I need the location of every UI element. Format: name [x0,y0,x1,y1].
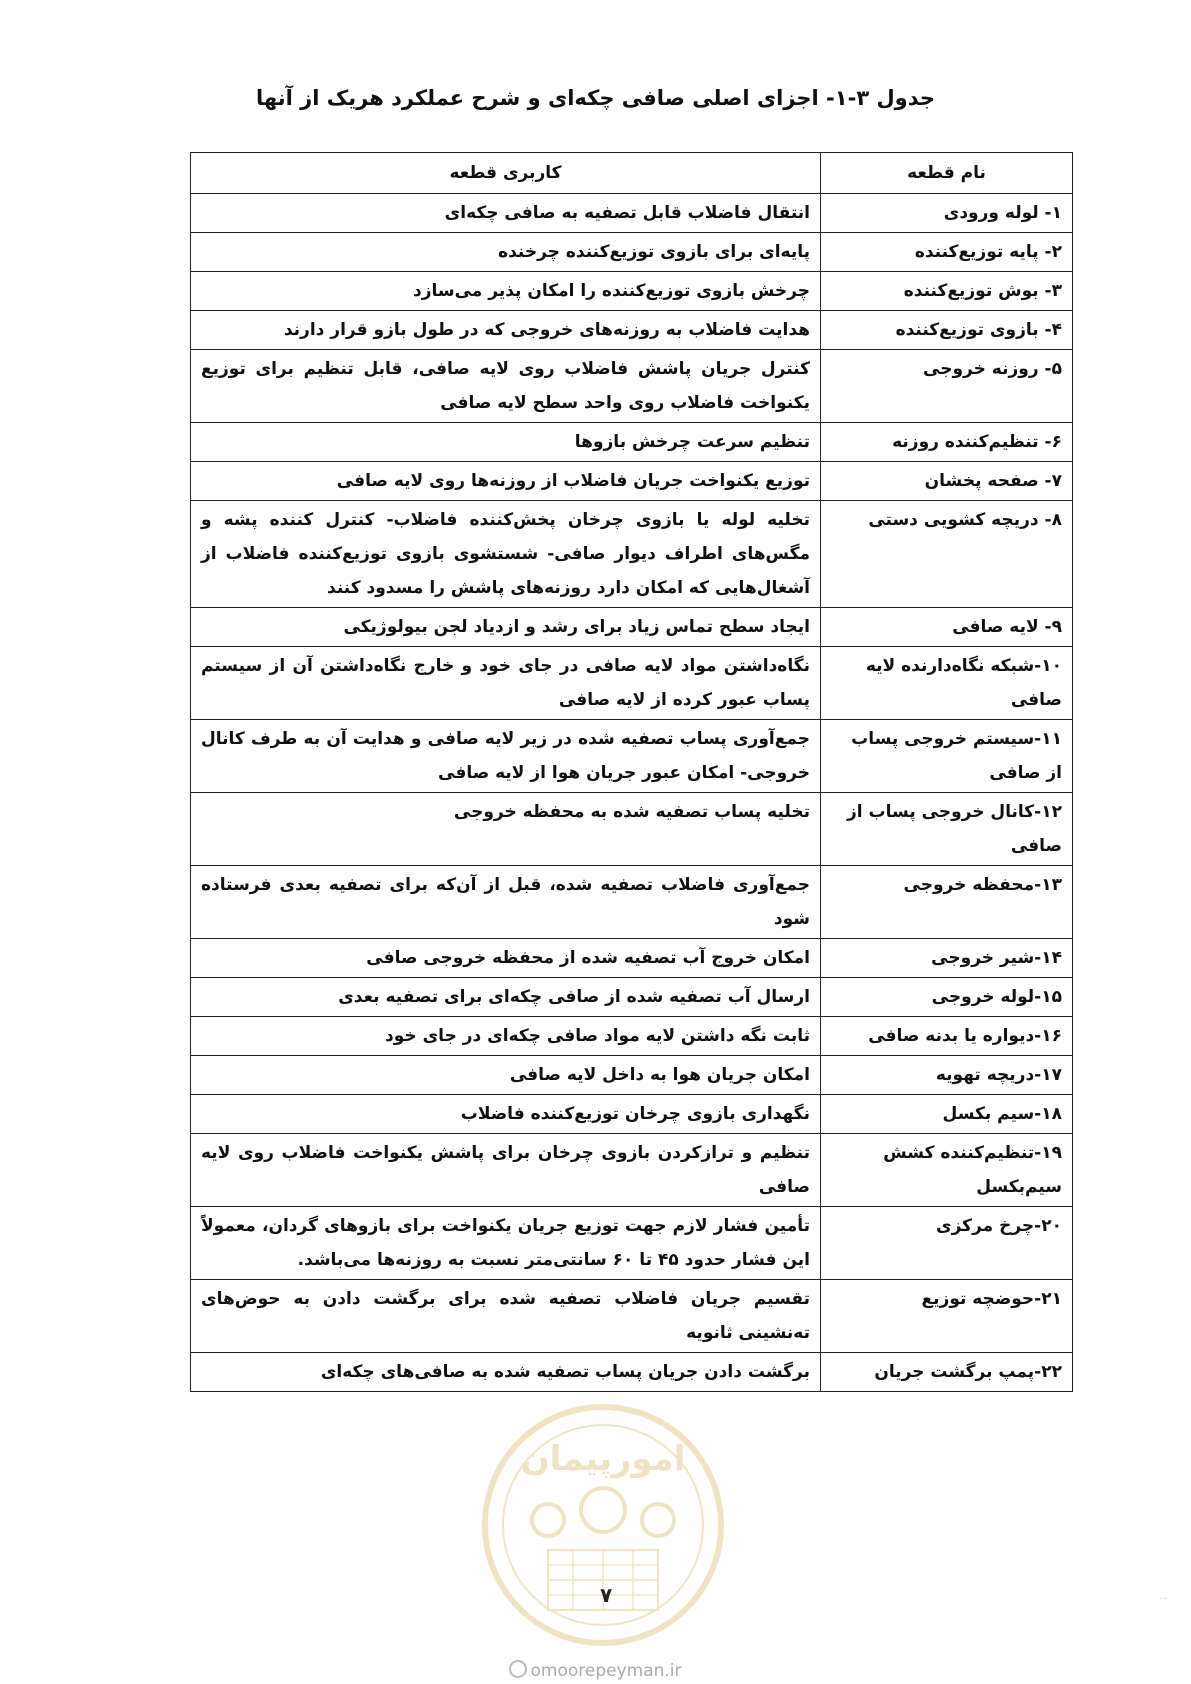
part-name-cell: ۱۲-کانال خروجی پساب از صافی [821,793,1073,866]
part-use-cell: تأمین فشار لازم جهت توزیع جریان یکنواخت برای بازوهای گردان، معمولاً این فشار حدود ۴۵ تا ۶۰ سانتی‌متر نسبت به روزنه‌ها می‌باشد. [191,1207,821,1280]
part-use-cell: جمع‌آوری فاضلاب تصفیه شده، قبل از آن‌که برای تصفیه بعدی فرستاده شود [191,866,821,939]
table-row [191,311,1073,350]
part-use-cell: جمع‌آوری پساب تصفیه شده در زیر لایه صافی و هدایت آن به طرف کانال خروجی- امکان عبور جریان هوا از لایه صافی [191,720,821,793]
table-row [191,272,1073,311]
table-row [191,866,1073,939]
part-name-cell: ۱۸-سیم بکسل [821,1095,1073,1134]
part-use-cell: امکان خروج آب تصفیه شده از محفظه خروجی صافی [191,939,821,978]
table-header-row [191,153,1073,194]
at-icon [509,1660,527,1678]
components-table [190,152,1073,1392]
part-use-cell: پایه‌ای برای بازوی توزیع‌کننده چرخنده [191,233,821,272]
table-row [191,720,1073,793]
part-name-cell: ۲۱-حوضچه توزیع [821,1280,1073,1353]
part-use-cell: ثابت نگه داشتن لایه مواد صافی چکه‌ای در جای خود [191,1017,821,1056]
part-name-cell: ۸- دریچه کشویی دستی [821,501,1073,608]
header-part-name: نام قطعه [821,153,1073,194]
table-row [191,462,1073,501]
page-number: ۷ [600,1583,613,1607]
part-name-cell: ۱۳-محفظه خروجی [821,866,1073,939]
part-name-cell: ۱۴-شیر خروجی [821,939,1073,978]
header-part-use: کاربری قطعه [191,153,821,194]
part-use-cell: کنترل جریان پاشش فاضلاب روی لایه صافی، قابل تنظیم برای توزیع یکنواخت فاضلاب روی واحد سطح لایه صافی [191,350,821,423]
part-name-cell: ۴- بازوی توزیع‌کننده [821,311,1073,350]
part-name-cell: ۶- تنظیم‌کننده روزنه [821,423,1073,462]
part-use-cell: توزیع یکنواخت جریان فاضلاب از روزنه‌ها روی لایه صافی [191,462,821,501]
table-row [191,233,1073,272]
part-name-cell: ۱۰-شبکه نگاه‌دارنده لایه صافی [821,647,1073,720]
part-name-cell: ۵- روزنه خروجی [821,350,1073,423]
part-use-cell: تخلیه پساب تصفیه شده به محفظه خروجی [191,793,821,866]
part-use-cell: امکان جریان هوا به داخل لایه صافی [191,1056,821,1095]
part-name-cell: ۱۹-تنظیم‌کننده کشش سیم‌بکسل [821,1134,1073,1207]
table-row [191,423,1073,462]
part-use-cell: تنظیم سرعت چرخش بازوها [191,423,821,462]
table-row [191,608,1073,647]
part-name-cell: ۷- صفحه پخشان [821,462,1073,501]
part-name-cell: ۲۲-پمپ برگشت جریان [821,1353,1073,1392]
part-use-cell: تنظیم و ترازکردن بازوی چرخان برای پاشش یکنواخت فاضلاب روی لایه صافی [191,1134,821,1207]
table-row [191,1017,1073,1056]
table-row [191,1207,1073,1280]
table-body [191,194,1073,1392]
table-row [191,647,1073,720]
corner-marks: ·· [1158,1594,1169,1605]
seal-logo-icon [478,1400,728,1650]
part-name-cell: ۲- پایه توزیع‌کننده [821,233,1073,272]
table-row [191,1280,1073,1353]
part-name-cell: ۹- لایه صافی [821,608,1073,647]
table-row [191,501,1073,608]
part-use-cell: چرخش بازوی توزیع‌کننده را امکان پذیر می‌سازد [191,272,821,311]
page-title: جدول ۳-۱- اجزای اصلی صافی چکه‌ای و شرح عملکرد هریک از آنها [256,86,935,110]
part-name-cell: ۲۰-چرخ مرکزی [821,1207,1073,1280]
part-name-cell: ۱۱-سیستم خروجی پساب از صافی [821,720,1073,793]
seal-text: امورپیمان [520,1439,686,1479]
table-row [191,350,1073,423]
watermark [0,1660,1191,1681]
table-row [191,1353,1073,1392]
part-use-cell: ایجاد سطح تماس زیاد برای رشد و ازدیاد لجن بیولوژیکی [191,608,821,647]
part-name-cell: ۳- بوش توزیع‌کننده [821,272,1073,311]
table-row [191,194,1073,233]
part-use-cell: نگهداری بازوی چرخان توزیع‌کننده فاضلاب [191,1095,821,1134]
table-row [191,1095,1073,1134]
part-use-cell: ارسال آب تصفیه شده از صافی چکه‌ای برای تصفیه بعدی [191,978,821,1017]
part-use-cell: انتقال فاضلاب قابل تصفیه به صافی چکه‌ای [191,194,821,233]
part-name-cell: ۱- لوله ورودی [821,194,1073,233]
table-row [191,793,1073,866]
part-use-cell: نگاه‌داشتن مواد لایه صافی در جای خود و خارج نگاه‌داشتن آن از سیستم پساب عبور کرده از لایه صافی [191,647,821,720]
part-name-cell: ۱۵-لوله خروجی [821,978,1073,1017]
table-row [191,1056,1073,1095]
part-name-cell: ۱۶-دیواره یا بدنه صافی [821,1017,1073,1056]
table-row [191,978,1073,1017]
part-use-cell: هدایت فاضلاب به روزنه‌های خروجی که در طول بازو قرار دارند [191,311,821,350]
table-row [191,939,1073,978]
table-row [191,1134,1073,1207]
part-use-cell: تخلیه لوله یا بازوی چرخان پخش‌کننده فاضلاب- کنترل کننده پشه و مگس‌های اطراف دیوار صافی- شستشوی بازوی توزیع‌کننده فاضلاب از آشغال‌هایی که امکان دارد روزنه‌های پاشش را مسدود کنند [191,501,821,608]
part-use-cell: تقسیم جریان فاضلاب تصفیه شده برای برگشت دادن به حوض‌های ته‌نشینی ثانویه [191,1280,821,1353]
part-use-cell: برگشت دادن جریان پساب تصفیه شده به صافی‌های چکه‌ای [191,1353,821,1392]
watermark-text: omoorepeyman.ir [530,1661,682,1681]
part-name-cell: ۱۷-دریچه تهویه [821,1056,1073,1095]
